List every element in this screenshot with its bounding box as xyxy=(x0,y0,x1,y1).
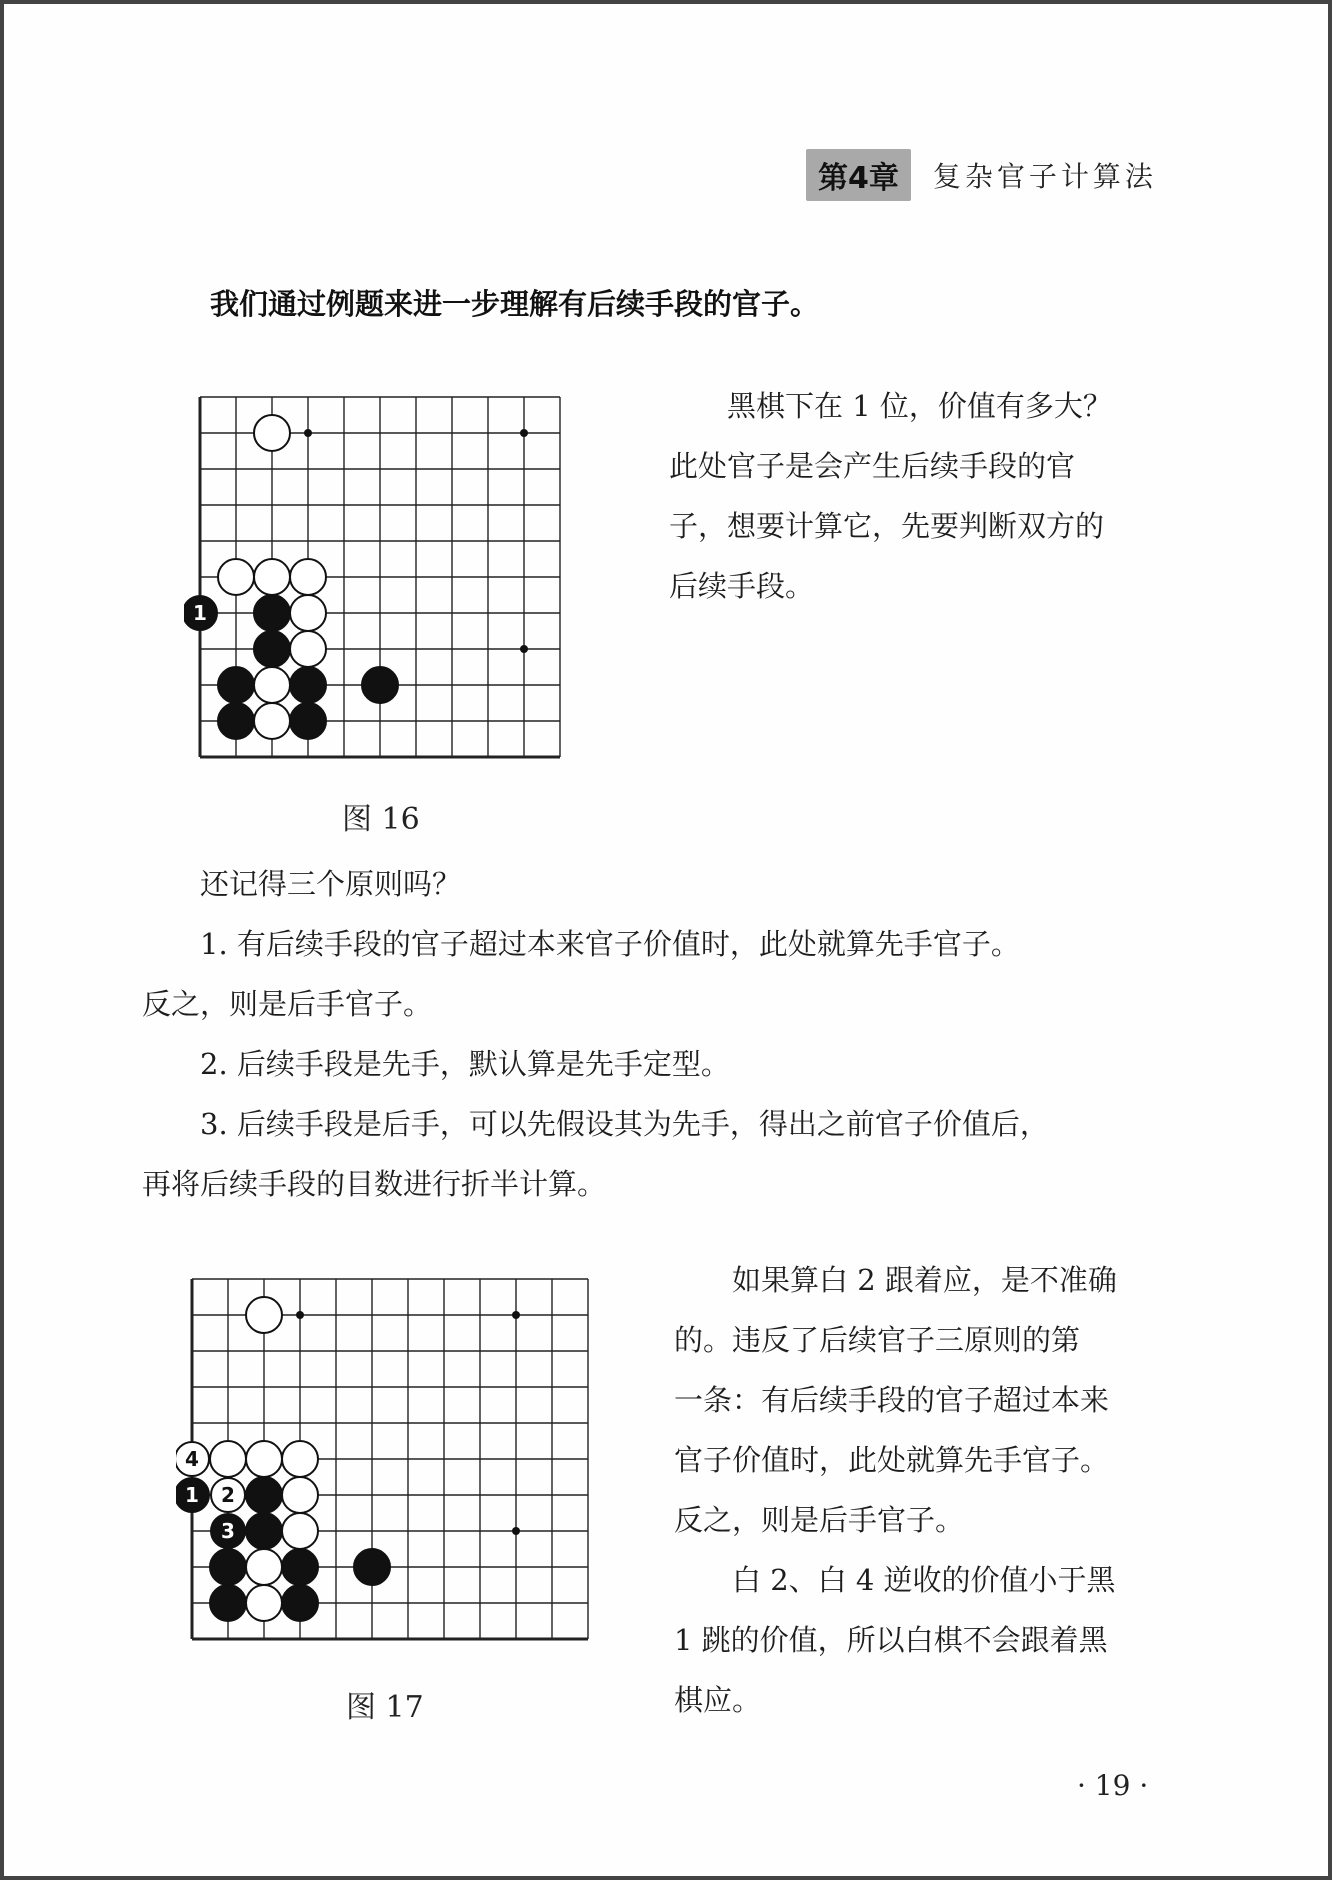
black-stone xyxy=(290,703,326,739)
black-stone xyxy=(282,1549,318,1585)
star-point xyxy=(296,1311,304,1319)
intro-sentence: 我们通过例题来进一步理解有后续手段的官子。 xyxy=(210,287,820,321)
figure-16-text-line: 黑棋下在 1 位，价值有多大？ xyxy=(727,389,1112,423)
chapter-header xyxy=(806,149,1157,201)
black-stone xyxy=(354,1549,390,1585)
star-point xyxy=(520,429,528,437)
principles-section xyxy=(142,854,1162,1214)
figure-16-text-line: 后续手段。 xyxy=(669,569,815,603)
black-stone xyxy=(282,1585,318,1621)
white-stone xyxy=(254,559,290,595)
black-stone xyxy=(246,1513,282,1549)
principles-question: 还记得三个原则吗？ xyxy=(200,867,462,901)
black-stone xyxy=(254,631,290,667)
black-stone xyxy=(290,667,326,703)
white-stone xyxy=(282,1513,318,1549)
figure-16-text-line: 此处官子是会产生后续手段的官 xyxy=(669,449,1076,483)
move-number: 3 xyxy=(221,1519,235,1543)
black-stone xyxy=(218,667,254,703)
figure-17-text-line: 一条：有后续手段的官子超过本来 xyxy=(674,1383,1110,1417)
star-point xyxy=(304,429,312,437)
white-stone xyxy=(282,1477,318,1513)
principle-2: 2. 后续手段是先手，默认算是先手定型。 xyxy=(200,1047,730,1081)
white-stone xyxy=(282,1441,318,1477)
white-stone xyxy=(290,559,326,595)
white-stone xyxy=(290,631,326,667)
figure-17-caption: 图 17 xyxy=(346,1690,424,1725)
white-stone xyxy=(210,1441,246,1477)
white-stone xyxy=(254,415,290,451)
figure-16-caption: 图 16 xyxy=(342,802,420,837)
white-stone xyxy=(254,703,290,739)
figure-17-description xyxy=(674,1250,1174,1730)
figure-16-text-line: 子，想要计算它，先要判断双方的 xyxy=(669,509,1105,543)
star-point xyxy=(512,1311,520,1319)
figure-17-text-line: 反之，则是后手官子。 xyxy=(674,1503,965,1537)
principle-3: 3. 后续手段是后手，可以先假设其为先手，得出之前官子价值后， xyxy=(200,1107,1049,1141)
figure-17-text-line: 官子价值时，此处就算先手官子。 xyxy=(674,1443,1110,1477)
white-stone xyxy=(246,1441,282,1477)
black-stone xyxy=(210,1549,246,1585)
black-stone xyxy=(210,1585,246,1621)
move-number: 1 xyxy=(185,1483,199,1507)
chapter-title: 复杂官子计算法 xyxy=(932,160,1157,193)
figure-17-text-line: 白 2、白 4 逆收的价值小于黑 xyxy=(732,1563,1116,1597)
figure-17-text-line: 1 跳的价值，所以白棋不会跟着黑 xyxy=(674,1623,1108,1657)
black-stone xyxy=(254,595,290,631)
figure-17-text-line: 棋应。 xyxy=(674,1683,762,1717)
figure-16-description xyxy=(669,376,1169,616)
move-number: 1 xyxy=(193,601,207,625)
white-stone xyxy=(218,559,254,595)
star-point xyxy=(512,1527,520,1535)
figure-17-text-line: 如果算白 2 跟着应，是不准确 xyxy=(732,1263,1117,1297)
black-stone xyxy=(218,703,254,739)
page-number: · 19 · xyxy=(1077,1769,1149,1802)
principle-1: 1. 有后续手段的官子超过本来官子价值时，此处就算先手官子。 xyxy=(200,927,1020,961)
white-stone xyxy=(254,667,290,703)
white-stone xyxy=(246,1549,282,1585)
white-stone xyxy=(290,595,326,631)
principle-3-continued: 再将后续手段的目数进行折半计算。 xyxy=(142,1167,607,1201)
go-board-figure-17 xyxy=(176,1271,596,1656)
chapter-badge: 第4章 xyxy=(806,149,911,201)
black-stone xyxy=(246,1477,282,1513)
white-stone xyxy=(246,1585,282,1621)
principle-1-continued: 反之，则是后手官子。 xyxy=(142,987,433,1021)
go-board-figure-16 xyxy=(184,389,594,774)
star-point xyxy=(520,645,528,653)
move-number: 2 xyxy=(221,1483,235,1507)
figure-17-text-line: 的。违反了后续官子三原则的第 xyxy=(674,1323,1081,1357)
white-stone xyxy=(246,1297,282,1333)
black-stone xyxy=(362,667,398,703)
move-number: 4 xyxy=(185,1447,199,1471)
